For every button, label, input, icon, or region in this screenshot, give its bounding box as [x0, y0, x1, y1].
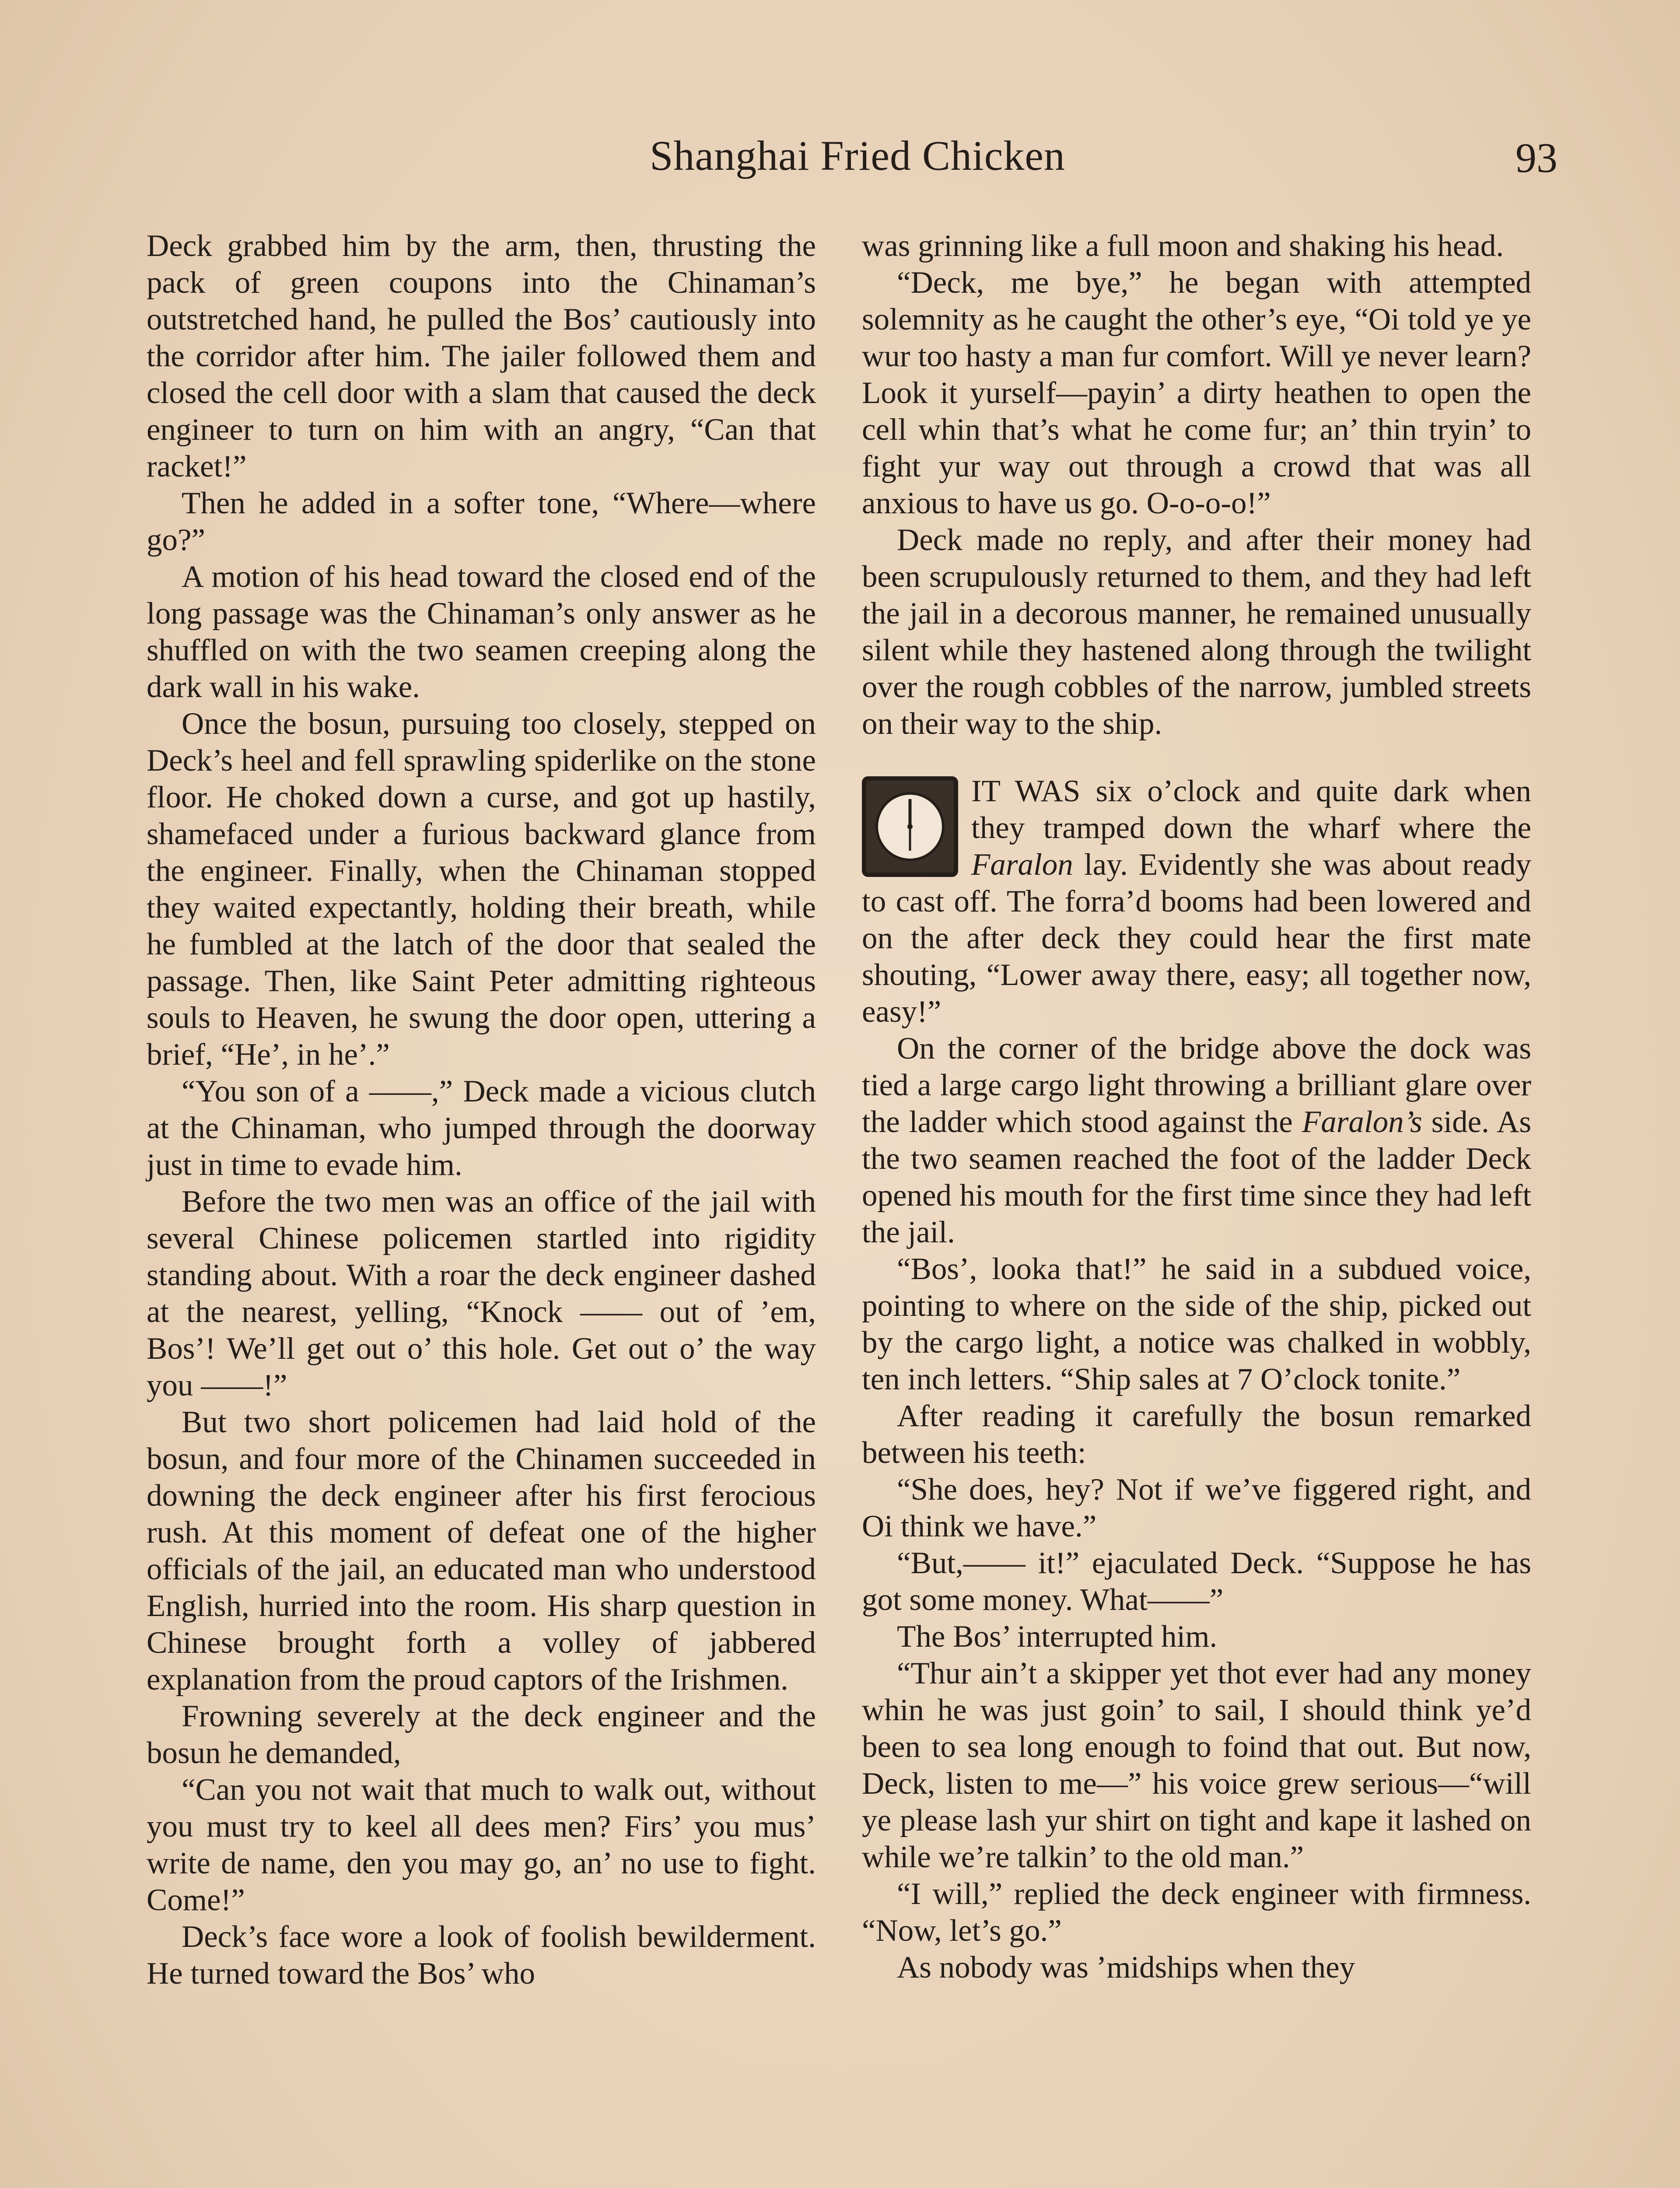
- page-number: 93: [1516, 134, 1558, 181]
- paragraph: “But,—— it!” ejaculated Deck. “Suppose he has got some money. What——”: [862, 1546, 1531, 1617]
- paragraph-text: side. As the two seamen reached the foot of the ladder Deck opened his mouth for the first time since they had left the jail.: [862, 1105, 1531, 1249]
- ship-name: Faralon: [971, 848, 1073, 882]
- paragraph: “Can you not wait that much to walk out, without you must try to keel all dees men? Firs’ you mus’ write de name, den you may go, an’ no use to fight. Come!”: [147, 1773, 816, 1917]
- section-opening-paragraph: [862, 773, 1531, 1030]
- paragraph: “Thur ain’t a skipper yet thot ever had any money whin he was just goin’ to sail, I should think ye’d been to sea long enough to foind that out. But now, Deck, listen to me—” his voice grew serious—“will ye please lash yur shirt on tight and kape it lashed on while we’re talkin’ to the old man.”: [862, 1656, 1531, 1874]
- running-head-title: Shanghai Fried Chicken: [650, 132, 1065, 179]
- right-column: [862, 228, 1531, 1986]
- paragraph: Before the two men was an office of the jail with several Chinese policemen startled into rigidity standing about. With a roar the deck engineer dashed at the nearest, yelling, “Knock —— out of ’em, Bos’! We’ll get out o’ this hole. Get out o’ the way you ——!”: [147, 1185, 816, 1403]
- paragraph: But two short policemen had laid hold of the bosun, and four more of the Chinamen succeeded in downing the deck engineer after his first ferocious rush. At this moment of defeat one of the higher officials of the jail, an educated man who understood English, hurried into the room. His sharp question in Chinese brought forth a volley of jabbered explanation from the proud captors of the Irishmen.: [147, 1405, 816, 1697]
- paragraph: Once the bosun, pursuing too closely, stepped on Deck’s heel and fell sprawling spiderlike on the stone floor. He choked down a curse, and got up hastily, shamefaced under a furious backward glance from the engineer. Finally, when the Chinaman stopped they waited expectantly, holding their breath, while he fumbled at the latch of the door that sealed the passage. Then, like Saint Peter admitting righteous souls to Heaven, he swung the door open, uttering a brief, “He’, in he’.”: [147, 707, 816, 1072]
- paragraph: Deck’s face wore a look of foolish bewilderment. He turned toward the Bos’ who: [147, 1920, 816, 1991]
- paragraph-text: On the corner of the bridge above the dock was tied a large cargo light throwing a brilliant glare over the ladder which stood against the: [862, 1031, 1531, 1139]
- left-column: [147, 228, 816, 1992]
- paragraph: After reading it carefully the bosun remarked between his teeth:: [862, 1399, 1531, 1470]
- paragraph: Frowning severely at the deck engineer and the bosun he demanded,: [147, 1699, 816, 1770]
- paragraph: [862, 1030, 1531, 1251]
- paragraph: “You son of a ——,” Deck made a vicious clutch at the Chinaman, who jumped through the doorway just in time to evade him.: [147, 1074, 816, 1182]
- paragraph: The Bos’ interrupted him.: [897, 1620, 1218, 1654]
- paragraph: “Deck, me bye,” he began with attempted solemnity as he caught the other’s eye, “Oi told ye ye wur too hasty a man fur comfort. Will ye never learn? Look it yurself—payin’ a dirty heathen to open the cell whin that’s what he come fur; an’ thin tryin’ to fight yur way out through a crowd that was all anxious to have us go. O-o-o-o!”: [862, 266, 1531, 520]
- paragraph: was grinning like a full moon and shaking his head.: [862, 229, 1504, 263]
- paragraph: Deck made no reply, and after their money had been scrupulously returned to them, and they had left the jail in a decorous manner, he remained unusually silent while they hastened along through the twilight over the rough cobbles of the narrow, jumbled streets on their way to the ship.: [862, 523, 1531, 741]
- paragraph: “I will,” replied the deck engineer with firmness. “Now, let’s go.”: [862, 1877, 1531, 1948]
- paragraph: Then he added in a softer tone, “Where—where go?”: [147, 486, 816, 557]
- clock-icon: [862, 776, 958, 877]
- paragraph: A motion of his head toward the closed end of the long passage was the Chinaman’s only answer as he shuffled on with the two seamen creeping along the dark wall in his wake.: [147, 560, 816, 704]
- section-opening-text: IT WAS six o’clock and quite dark when they tramped down the wharf where the: [971, 774, 1531, 845]
- paragraph: As nobody was ’midships when they: [897, 1950, 1355, 1985]
- paragraph: “Bos’, looka that!” he said in a subdued voice, pointing to where on the side of the ship, picked out by the cargo light, a notice was chalked in wobbly, ten inch letters. “Ship sales at 7 O’clock tonite.”: [862, 1252, 1531, 1396]
- section-opening-rest: lay. Evidently she was about ready to cast off. The forra’d booms had been lowered and on the after deck they could hear the first mate shouting, “Lower away there, easy; all together now, easy!”: [862, 848, 1531, 1029]
- paragraph: Deck grabbed him by the arm, then, thrusting the pack of green coupons into the Chinaman’s outstretched hand, he pulled the Bos’ cautiously into the corridor after him. The jailer followed them and closed the cell door with a slam that caused the deck engineer to turn on him with an angry, “Can that racket!”: [147, 229, 816, 484]
- ship-name: Faralon’s: [1302, 1105, 1422, 1139]
- paragraph: “She does, hey? Not if we’ve figgered right, and Oi think we have.”: [862, 1473, 1531, 1543]
